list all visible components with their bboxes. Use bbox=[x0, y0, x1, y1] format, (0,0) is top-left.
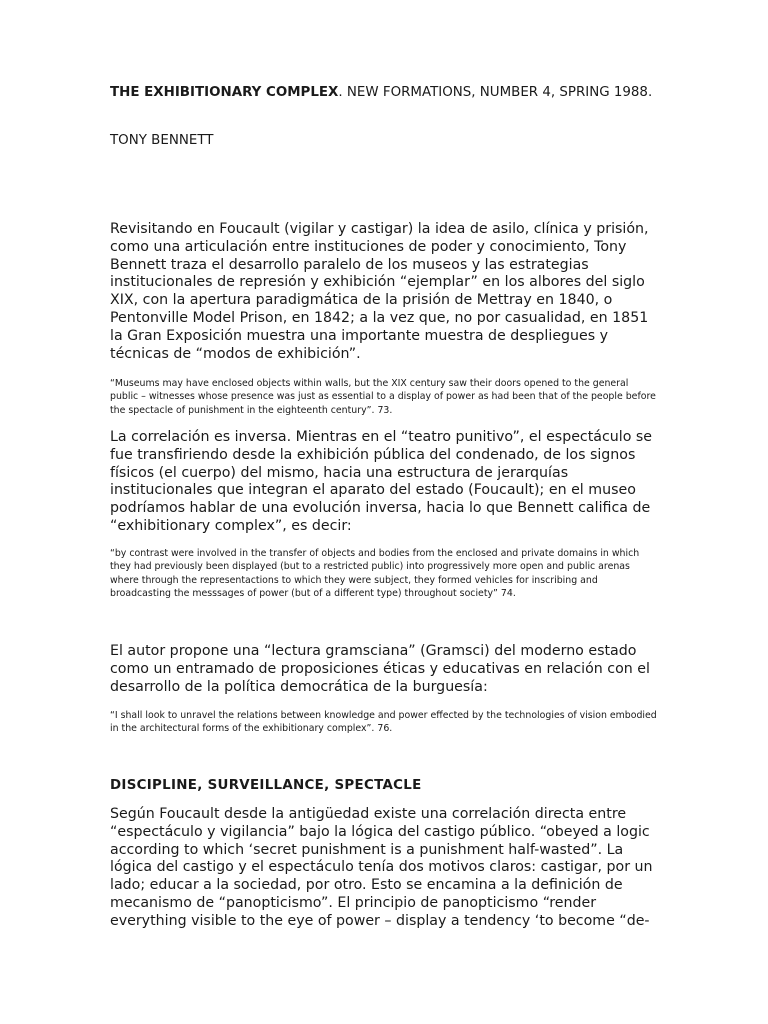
paragraph-foucault: Según Foucault desde la antigüedad existe una correlación directa entre “espectáculo y vigilancia” bajo la lógica del castigo público. “obeyed a logic according to which ‘secret punishment is a punishment half-wasted”. La lógica del castigo y el espectáculo tenía dos motivos claros: castigar, por un lado; educar a la sociedad, por otro. Esto se encamina a la definición de mecanismo de “panopticismo”. El principio de panopticismo “render everything visible to the eye of power – display a tendency ‘to become “de- bbox=[110, 806, 653, 929]
quote-unravel: “I shall look to unravel the relations between knowledge and power effected by the technologies of vision embodied in the architectural forms of the exhibitionary complex”. 76. bbox=[110, 710, 657, 735]
section-heading: DISCIPLINE, SURVEILLANCE, SPECTACLE bbox=[110, 778, 422, 793]
title-bold: THE EXHIBITIONARY COMPLEX bbox=[110, 85, 339, 100]
document-title bbox=[110, 84, 658, 102]
author-name: TONY BENNETT bbox=[110, 133, 214, 148]
quote-contrast: “by contrast were involved in the transfer of objects and bodies from the enclosed and private domains in which they had previously been displayed (but to a restricted public) into progressively more open and public arenas where through the representactions to which they were subject, they formed vehicles for inscribing and broadcasting the messsages of power (but of a different type) throughout society” 74. bbox=[110, 548, 640, 599]
paragraph-intro: Revisitando en Foucault (vigilar y castigar) la idea de asilo, clínica y prisión, como una articulación entre instituciones de poder y conocimiento, Tony Bennett traza el desarrollo paralelo de los museos y las estrategias institucionales de represión y exhibición “ejemplar” en los albores del siglo XIX, con la apertura paradigmática de la prisión de Mettray en 1840, o Pentonville Model Prison, en 1842; a la vez que, no por casualidad, en 1851 la Gran Exposición muestra una importante muestra de despliegues y técnicas de “modos de exhibición”. bbox=[110, 221, 649, 362]
paragraph-correlation: La correlación es inversa. Mientras en el “teatro punitivo”, el espectáculo se fue transfiriendo desde la exhibición pública del condenado, de los signos físicos (el cuerpo) del mismo, hacia una estructura de jerarquías institucionales que integran el aparato del estado (Foucault); en el museo podríamos hablar de una evolución inversa, hacia lo que Bennett califica de “exhibitionary complex”, es decir: bbox=[110, 429, 653, 534]
quote-museums: “Museums may have enclosed objects within walls, but the XIX century saw their doors opened to the general public – witnesses whose presence was just as essential to a display of power as had been that of the people before the spectacle of punishment in the eighteenth century”. 73. bbox=[110, 378, 656, 416]
paragraph-gramsci: El autor propone una “lectura gramsciana” (Gramsci) del moderno estado como un entramado de proposiciones éticas y educativas en relación con el desarrollo de la política democrática de la burguesía: bbox=[110, 643, 650, 695]
title-rest: . NEW FORMATIONS, NUMBER 4, SPRING 1988. bbox=[338, 85, 653, 100]
